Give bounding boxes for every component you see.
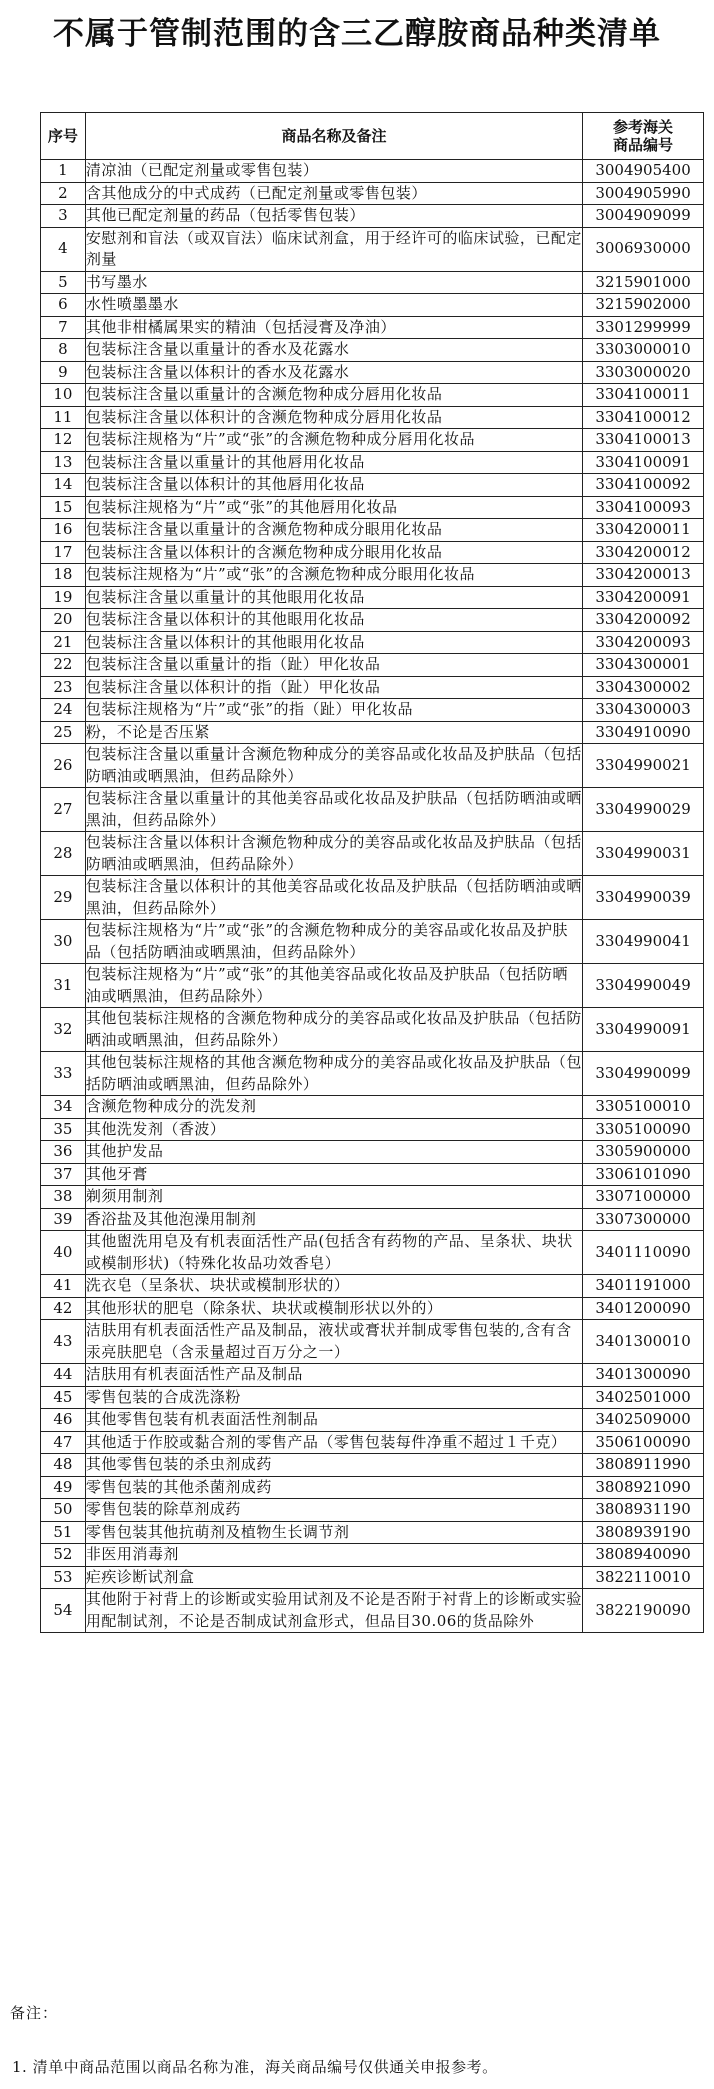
row-code: 3304990091 bbox=[583, 1008, 704, 1052]
row-code: 3215902000 bbox=[583, 294, 704, 317]
row-code: 3004905990 bbox=[583, 182, 704, 205]
row-code: 3304990021 bbox=[583, 744, 704, 788]
row-number: 47 bbox=[41, 1431, 86, 1454]
table-row bbox=[41, 1431, 704, 1454]
row-name: 包装标注含量以体积计的其他眼用化妆品 bbox=[85, 631, 582, 654]
row-name: 包装标注规格为“片”或“张”的其他美容品或化妆品及护肤品（包括防晒油或晒黑油，但药品除外） bbox=[85, 964, 582, 1008]
table-row bbox=[41, 384, 704, 407]
row-name: 疟疾诊断试剂盒 bbox=[85, 1566, 582, 1589]
row-number: 6 bbox=[41, 294, 86, 317]
row-name: 包装标注规格为“片”或“张”的含濒危物种成分眼用化妆品 bbox=[85, 564, 582, 587]
row-name: 包装标注含量以重量计的其他唇用化妆品 bbox=[85, 451, 582, 474]
row-name: 包装标注含量以体积计的指（趾）甲化妆品 bbox=[85, 676, 582, 699]
table-row bbox=[41, 564, 704, 587]
row-number: 12 bbox=[41, 429, 86, 452]
table-row bbox=[41, 631, 704, 654]
row-number: 37 bbox=[41, 1163, 86, 1186]
header-code-line1: 参考海关 bbox=[613, 118, 674, 136]
row-code: 3304100092 bbox=[583, 474, 704, 497]
row-code: 3306101090 bbox=[583, 1163, 704, 1186]
row-code: 3304200091 bbox=[583, 586, 704, 609]
row-name: 包装标注含量以重量计的含濒危物种成分眼用化妆品 bbox=[85, 519, 582, 542]
row-code: 3303000020 bbox=[583, 361, 704, 384]
row-number: 54 bbox=[41, 1589, 86, 1633]
row-code: 3304990039 bbox=[583, 876, 704, 920]
row-number: 31 bbox=[41, 964, 86, 1008]
row-name: 其他零售包装有机表面活性剂制品 bbox=[85, 1409, 582, 1432]
table-row bbox=[41, 496, 704, 519]
table-row bbox=[41, 699, 704, 722]
table-row bbox=[41, 294, 704, 317]
row-name: 其他零售包装的杀虫剂成药 bbox=[85, 1454, 582, 1477]
table-row bbox=[41, 1499, 704, 1522]
row-name: 包装标注含量以重量计的其他眼用化妆品 bbox=[85, 586, 582, 609]
table-row bbox=[41, 1052, 704, 1096]
table-row bbox=[41, 1544, 704, 1567]
table-row bbox=[41, 519, 704, 542]
row-number: 9 bbox=[41, 361, 86, 384]
row-number: 17 bbox=[41, 541, 86, 564]
row-name: 含其他成分的中式成药（已配定剂量或零售包装） bbox=[85, 182, 582, 205]
row-name: 其他包装标注规格的其他含濒危物种成分的美容品或化妆品及护肤品（包括防晒油或晒黑油，但药品除外） bbox=[85, 1052, 582, 1096]
row-name: 包装标注含量以重量计的含濒危物种成分唇用化妆品 bbox=[85, 384, 582, 407]
row-number: 29 bbox=[41, 876, 86, 920]
row-code: 3304990041 bbox=[583, 920, 704, 964]
table-row bbox=[41, 832, 704, 876]
row-code: 3304100093 bbox=[583, 496, 704, 519]
row-name: 包装标注含量以体积计的其他唇用化妆品 bbox=[85, 474, 582, 497]
row-number: 2 bbox=[41, 182, 86, 205]
table-row bbox=[41, 1186, 704, 1209]
row-code: 3301299999 bbox=[583, 316, 704, 339]
row-name: 包装标注含量以体积计的其他美容品或化妆品及护肤品（包括防晒油或晒黑油，但药品除外） bbox=[85, 876, 582, 920]
row-number: 20 bbox=[41, 609, 86, 632]
row-code: 3304990049 bbox=[583, 964, 704, 1008]
row-name: 其他护发品 bbox=[85, 1141, 582, 1164]
row-name: 包装标注含量以重量计含濒危物种成分的美容品或化妆品及护肤品（包括防晒油或晒黑油，但药品除外） bbox=[85, 744, 582, 788]
table-row bbox=[41, 541, 704, 564]
table-row bbox=[41, 609, 704, 632]
table-row bbox=[41, 227, 704, 271]
row-number: 53 bbox=[41, 1566, 86, 1589]
row-number: 23 bbox=[41, 676, 86, 699]
table-row bbox=[41, 1096, 704, 1119]
row-number: 13 bbox=[41, 451, 86, 474]
row-code: 3004909099 bbox=[583, 205, 704, 228]
row-number: 28 bbox=[41, 832, 86, 876]
row-number: 39 bbox=[41, 1208, 86, 1231]
row-name: 粉，不论是否压紧 bbox=[85, 721, 582, 744]
row-name: 安慰剂和盲法（或双盲法）临床试剂盒，用于经许可的临床试验，已配定剂量 bbox=[85, 227, 582, 271]
table-row bbox=[41, 1163, 704, 1186]
row-code: 3304100012 bbox=[583, 406, 704, 429]
row-code: 3305100090 bbox=[583, 1118, 704, 1141]
table-row bbox=[41, 721, 704, 744]
row-number: 49 bbox=[41, 1476, 86, 1499]
row-name: 包装标注含量以重量计的其他美容品或化妆品及护肤品（包括防晒油或晒黑油，但药品除外） bbox=[85, 788, 582, 832]
row-code: 3401191000 bbox=[583, 1275, 704, 1298]
row-name: 其他包装标注规格的含濒危物种成分的美容品或化妆品及护肤品（包括防晒油或晒黑油，但药品除外） bbox=[85, 1008, 582, 1052]
row-name: 含濒危物种成分的洗发剂 bbox=[85, 1096, 582, 1119]
row-name: 其他盥洗用皂及有机表面活性产品(包括含有药物的产品、呈条状、块状或模制形状)（特殊化妆品功效香皂） bbox=[85, 1231, 582, 1275]
row-number: 44 bbox=[41, 1364, 86, 1387]
notes-heading: 备注： bbox=[10, 2004, 59, 2022]
row-number: 27 bbox=[41, 788, 86, 832]
row-name: 包装标注规格为“片”或“张”的指（趾）甲化妆品 bbox=[85, 699, 582, 722]
row-name: 包装标注规格为“片”或“张”的含濒危物种成分唇用化妆品 bbox=[85, 429, 582, 452]
row-code: 3401200090 bbox=[583, 1297, 704, 1320]
row-code: 3304200092 bbox=[583, 609, 704, 632]
row-code: 3304300001 bbox=[583, 654, 704, 677]
row-number: 33 bbox=[41, 1052, 86, 1096]
row-code: 3401110090 bbox=[583, 1231, 704, 1275]
table-row bbox=[41, 1454, 704, 1477]
table-row bbox=[41, 1409, 704, 1432]
row-number: 8 bbox=[41, 339, 86, 362]
row-number: 43 bbox=[41, 1320, 86, 1364]
row-number: 32 bbox=[41, 1008, 86, 1052]
product-table bbox=[40, 112, 704, 1633]
table-row bbox=[41, 1589, 704, 1633]
row-name: 包装标注含量以体积计的香水及花露水 bbox=[85, 361, 582, 384]
table-row bbox=[41, 586, 704, 609]
row-code: 3304200013 bbox=[583, 564, 704, 587]
row-code: 3304910090 bbox=[583, 721, 704, 744]
table-row bbox=[41, 1386, 704, 1409]
row-code: 3402509000 bbox=[583, 1409, 704, 1432]
row-number: 25 bbox=[41, 721, 86, 744]
row-number: 30 bbox=[41, 920, 86, 964]
row-number: 24 bbox=[41, 699, 86, 722]
row-number: 45 bbox=[41, 1386, 86, 1409]
table-row bbox=[41, 1521, 704, 1544]
row-name: 其他非柑橘属果实的精油（包括浸膏及净油） bbox=[85, 316, 582, 339]
row-code: 3401300090 bbox=[583, 1364, 704, 1387]
table-row bbox=[41, 964, 704, 1008]
row-name: 非医用消毒剂 bbox=[85, 1544, 582, 1567]
row-code: 3304100091 bbox=[583, 451, 704, 474]
table-row bbox=[41, 406, 704, 429]
table-row bbox=[41, 429, 704, 452]
row-number: 35 bbox=[41, 1118, 86, 1141]
table-row bbox=[41, 676, 704, 699]
row-name: 书写墨水 bbox=[85, 271, 582, 294]
table-row bbox=[41, 474, 704, 497]
header-no: 序号 bbox=[41, 113, 86, 160]
row-number: 5 bbox=[41, 271, 86, 294]
row-number: 40 bbox=[41, 1231, 86, 1275]
row-number: 14 bbox=[41, 474, 86, 497]
row-name: 零售包装的合成洗涤粉 bbox=[85, 1386, 582, 1409]
row-code: 3305900000 bbox=[583, 1141, 704, 1164]
table-row bbox=[41, 316, 704, 339]
row-number: 41 bbox=[41, 1275, 86, 1298]
row-name: 其他适于作胶或黏合剂的零售产品（零售包装每件净重不超过１千克） bbox=[85, 1431, 582, 1454]
row-code: 3808921090 bbox=[583, 1476, 704, 1499]
row-code: 3304200093 bbox=[583, 631, 704, 654]
row-name: 包装标注含量以体积计的其他眼用化妆品 bbox=[85, 609, 582, 632]
row-code: 3304300003 bbox=[583, 699, 704, 722]
row-code: 3304200011 bbox=[583, 519, 704, 542]
row-name: 其他附于衬背上的诊断或实验用试剂及不论是否附于衬背上的诊断或实验用配制试剂，不论是否制成试剂盒形式，但品目30.06的货品除外 bbox=[85, 1589, 582, 1633]
row-code: 3402501000 bbox=[583, 1386, 704, 1409]
row-name: 包装标注含量以体积计含濒危物种成分的美容品或化妆品及护肤品（包括防晒油或晒黑油，但药品除外） bbox=[85, 832, 582, 876]
row-name: 香浴盐及其他泡澡用制剂 bbox=[85, 1208, 582, 1231]
row-number: 11 bbox=[41, 406, 86, 429]
page-title: 不属于管制范围的含三乙醇胺商品种类清单 bbox=[53, 16, 661, 52]
table-row bbox=[41, 271, 704, 294]
row-number: 3 bbox=[41, 205, 86, 228]
row-name: 零售包装其他抗萌剂及植物生长调节剂 bbox=[85, 1521, 582, 1544]
row-number: 4 bbox=[41, 227, 86, 271]
table-row bbox=[41, 1275, 704, 1298]
row-code: 3822190090 bbox=[583, 1589, 704, 1633]
row-code: 3307100000 bbox=[583, 1186, 704, 1209]
row-code: 3822110010 bbox=[583, 1566, 704, 1589]
row-name: 包装标注规格为“片”或“张”的其他唇用化妆品 bbox=[85, 496, 582, 519]
row-name: 水性喷墨墨水 bbox=[85, 294, 582, 317]
table-row bbox=[41, 1008, 704, 1052]
table-header-row bbox=[41, 113, 704, 160]
row-name: 包装标注含量以体积计的含濒危物种成分唇用化妆品 bbox=[85, 406, 582, 429]
row-number: 7 bbox=[41, 316, 86, 339]
table-row bbox=[41, 1208, 704, 1231]
row-name: 洗衣皂（呈条状、块状或模制形状的） bbox=[85, 1275, 582, 1298]
row-name: 零售包装的其他杀菌剂成药 bbox=[85, 1476, 582, 1499]
table-row bbox=[41, 1231, 704, 1275]
row-number: 18 bbox=[41, 564, 86, 587]
row-code: 3303000010 bbox=[583, 339, 704, 362]
row-number: 38 bbox=[41, 1186, 86, 1209]
note-item: 1. 清单中商品范围以商品名称为准，海关商品编号仅供通关申报参考。 bbox=[12, 2058, 498, 2076]
table-row bbox=[41, 339, 704, 362]
row-number: 22 bbox=[41, 654, 86, 677]
table-row bbox=[41, 1476, 704, 1499]
row-number: 51 bbox=[41, 1521, 86, 1544]
row-number: 48 bbox=[41, 1454, 86, 1477]
row-number: 1 bbox=[41, 160, 86, 183]
table-row bbox=[41, 160, 704, 183]
row-code: 3808911990 bbox=[583, 1454, 704, 1477]
row-name: 包装标注含量以重量计的指（趾）甲化妆品 bbox=[85, 654, 582, 677]
row-code: 3305100010 bbox=[583, 1096, 704, 1119]
row-code: 3304100011 bbox=[583, 384, 704, 407]
row-name: 包装标注规格为“片”或“张”的含濒危物种成分的美容品或化妆品及护肤品（包括防晒油或晒黑油，但药品除外） bbox=[85, 920, 582, 964]
row-code: 3401300010 bbox=[583, 1320, 704, 1364]
row-number: 46 bbox=[41, 1409, 86, 1432]
row-name: 其他形状的肥皂（除条状、块状或模制形状以外的） bbox=[85, 1297, 582, 1320]
row-number: 16 bbox=[41, 519, 86, 542]
row-name: 零售包装的除草剂成药 bbox=[85, 1499, 582, 1522]
row-number: 42 bbox=[41, 1297, 86, 1320]
row-number: 50 bbox=[41, 1499, 86, 1522]
table-row bbox=[41, 182, 704, 205]
row-number: 21 bbox=[41, 631, 86, 654]
row-name: 洁肤用有机表面活性产品及制品，液状或膏状并制成零售包装的,含有含汞亮肤肥皂（含汞量超过百万分之一） bbox=[85, 1320, 582, 1364]
row-number: 26 bbox=[41, 744, 86, 788]
row-code: 3304300002 bbox=[583, 676, 704, 699]
table-row bbox=[41, 788, 704, 832]
table-row bbox=[41, 205, 704, 228]
row-name: 包装标注含量以体积计的含濒危物种成分眼用化妆品 bbox=[85, 541, 582, 564]
row-code: 3808939190 bbox=[583, 1521, 704, 1544]
row-code: 3215901000 bbox=[583, 271, 704, 294]
row-code: 3004905400 bbox=[583, 160, 704, 183]
row-number: 34 bbox=[41, 1096, 86, 1119]
row-name: 清凉油（已配定剂量或零售包装） bbox=[85, 160, 582, 183]
table-row bbox=[41, 654, 704, 677]
table-row bbox=[41, 744, 704, 788]
row-number: 52 bbox=[41, 1544, 86, 1567]
table-row bbox=[41, 1566, 704, 1589]
row-code: 3304990099 bbox=[583, 1052, 704, 1096]
row-number: 36 bbox=[41, 1141, 86, 1164]
row-code: 3006930000 bbox=[583, 227, 704, 271]
row-name: 其他牙膏 bbox=[85, 1163, 582, 1186]
row-code: 3506100090 bbox=[583, 1431, 704, 1454]
row-code: 3808940090 bbox=[583, 1544, 704, 1567]
table-row bbox=[41, 361, 704, 384]
row-name: 包装标注含量以重量计的香水及花露水 bbox=[85, 339, 582, 362]
row-code: 3304990031 bbox=[583, 832, 704, 876]
table-row bbox=[41, 876, 704, 920]
table-row bbox=[41, 1118, 704, 1141]
header-name: 商品名称及备注 bbox=[85, 113, 582, 160]
table-row bbox=[41, 1297, 704, 1320]
row-code: 3304200012 bbox=[583, 541, 704, 564]
table-row bbox=[41, 920, 704, 964]
row-name: 洁肤用有机表面活性产品及制品 bbox=[85, 1364, 582, 1387]
row-code: 3304990029 bbox=[583, 788, 704, 832]
table-row bbox=[41, 1141, 704, 1164]
row-name: 剃须用制剂 bbox=[85, 1186, 582, 1209]
row-number: 15 bbox=[41, 496, 86, 519]
row-number: 19 bbox=[41, 586, 86, 609]
table-row bbox=[41, 1320, 704, 1364]
header-code-line2: 商品编号 bbox=[613, 136, 674, 154]
row-number: 10 bbox=[41, 384, 86, 407]
table-row bbox=[41, 451, 704, 474]
row-code: 3808931190 bbox=[583, 1499, 704, 1522]
header-code bbox=[583, 113, 704, 160]
row-name: 其他洗发剂（香波） bbox=[85, 1118, 582, 1141]
table-row bbox=[41, 1364, 704, 1387]
row-code: 3307300000 bbox=[583, 1208, 704, 1231]
row-code: 3304100013 bbox=[583, 429, 704, 452]
row-name: 其他已配定剂量的药品（包括零售包装） bbox=[85, 205, 582, 228]
